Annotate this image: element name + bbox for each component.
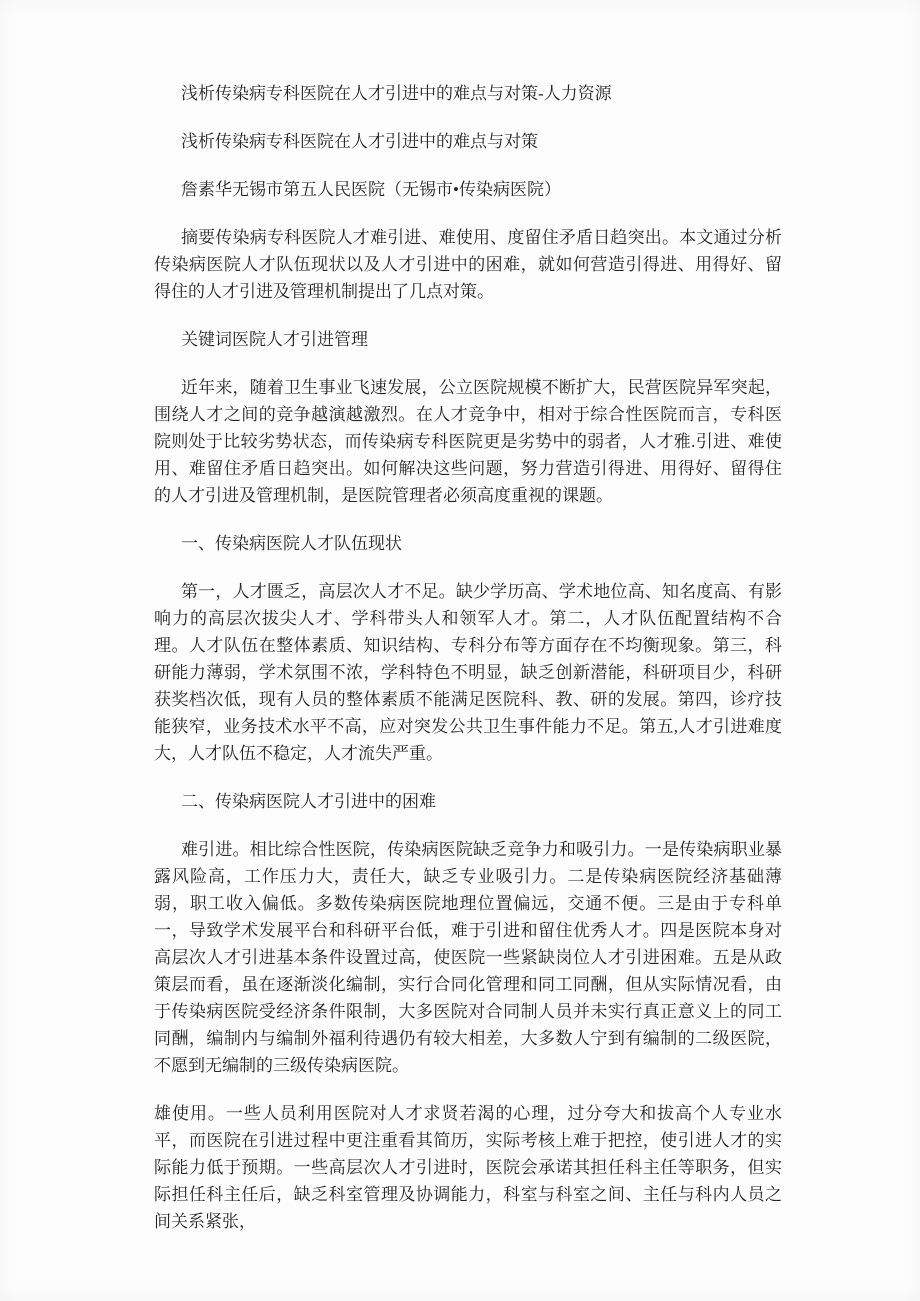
document-body [154, 80, 782, 1235]
keywords: 关键词医院人才引进管理 [181, 330, 368, 349]
title: 浅析传染病专科医院在人才引进中的难点与对策 [181, 132, 538, 151]
author-line: 詹素华无锡市第五人民医院（无锡市•传染病医院） [181, 180, 561, 199]
section-2-paragraph-2: 雄使用。一些人员利用医院对人才求贤若渴的心理，过分夸大和拔高个人专业水平，而医院在引进过程中更注重看其简历，实际考核上难于把控，使引进人才的实际能力低于预期。一些高层次人才引进时，医院会承诺其担任科主任等职务，但实际担任科主任后，缺乏科室管理及协调能力，科室与科室之间、主任与科内人员之间关系紧张， [154, 1104, 782, 1231]
section-1-paragraph: 第一，人才匮乏，高层次人才不足。缺少学历高、学术地位高、知名度高、有影响力的高层次拔尖人才、学科带头人和领军人才。第二，人才队伍配置结构不合理。人才队伍在整体素质、知识结构、专科分布等方面存在不均衡现象。第三，科研能力薄弱，学术氛围不浓，学科特色不明显，缺乏创新潜能，科研项目少，科研获奖档次低，现有人员的整体素质不能满足医院科、教、研的发展。第四，诊疗技能狭窄，业务技术水平不高，应对突发公共卫生事件能力不足。第五,人才引进难度大，人才队伍不稳定，人才流失严重。 [154, 582, 782, 763]
section-2-paragraph-1: 难引进。相比综合性医院，传染病医院缺乏竞争力和吸引力。一是传染病职业暴露风险高，工作压力大，责任大，缺乏专业吸引力。二是传染病医院经济基础薄弱，职工收入偏低。多数传染病医院地理位置偏远，交通不便。三是由于专科单一，导致学术发展平台和科研平台低，难于引进和留住优秀人才。四是医院本身对高层次人才引进基本条件设置过高，使医院一些紧缺岗位人才引进困难。五是从政策层而看，虽在逐渐淡化编制，实行合同化管理和同工同酬，但从实际情况看，由于传染病医院受经济条件限制，大多医院对合同制人员并未实行真正意义上的同工同酬，编制内与编制外福利待遇仍有较大相差，大多数人宁到有编制的二级医院，不愿到无编制的三级传染病医院。 [154, 840, 782, 1075]
section-2-heading: 二、传染病医院人才引进中的困难 [181, 792, 436, 811]
intro-paragraph: 近年来，随着卫生事业飞速发展，公立医院规模不断扩大，民营医院异军突起，围绕人才之间的竞争越演越激烈。在人才竞争中，相对于综合性医院而言，专科医院则处于比较劣势状态，而传染病专科医院更是劣势中的弱者，人才雅.引进、难使用、难留住矛盾日趋突出。如何解决这些问题，努力营造引得进、用得好、留得住的人才引进及管理机制，是医院管理者必须高度重视的课题。 [154, 378, 782, 505]
title-line: 浅析传染病专科医院在人才引进中的难点与对策-人力资源 [181, 84, 612, 103]
section-1-heading: 一、传染病医院人才队伍现状 [181, 534, 402, 553]
abstract: 摘要传染病专科医院人才难引进、难使用、度留住矛盾日趋突出。本文通过分析传染病医院人才队伍现状以及人才引进中的困难，就如何营造引得进、用得好、留得住的人才引进及管理机制提出了几点对策。 [154, 228, 782, 301]
